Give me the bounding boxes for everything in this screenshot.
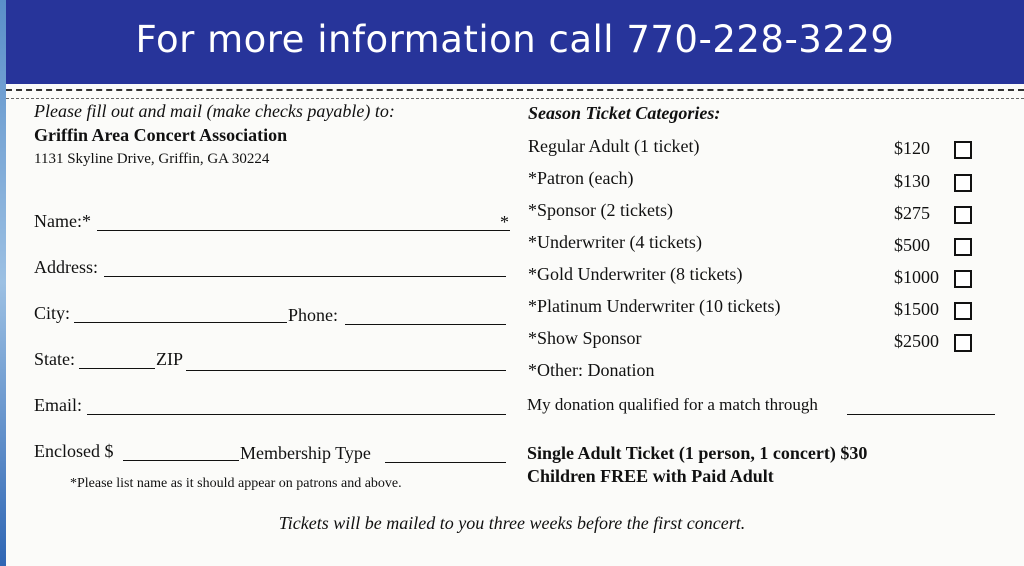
season-heading: Season Ticket Categories: — [528, 103, 721, 123]
category-price: $2500 — [894, 331, 939, 351]
org-address: 1131 Skyline Drive, Griffin, GA 30224 — [34, 151, 270, 167]
single-ticket-note: Single Adult Ticket (1 person, 1 concert) $30 — [527, 443, 868, 463]
other-donation: *Other: Donation — [528, 360, 655, 380]
category-price: $120 — [894, 138, 930, 158]
category-checkbox[interactable] — [954, 238, 972, 256]
category-label: *Gold Underwriter (8 tickets) — [528, 264, 743, 284]
category-checkbox[interactable] — [954, 302, 972, 320]
category-label: *Underwriter (4 tickets) — [528, 232, 702, 252]
state-field[interactable] — [79, 368, 155, 369]
zip-label: ZIP — [156, 349, 183, 369]
left-edge-strip — [0, 0, 6, 566]
state-label: State: — [34, 349, 75, 369]
address-label: Address: — [34, 257, 98, 277]
category-price: $1000 — [894, 267, 939, 287]
form-footnote: *Please list name as it should appear on patrons and above. — [70, 476, 402, 491]
email-label: Email: — [34, 395, 82, 415]
category-label: *Sponsor (2 tickets) — [528, 200, 673, 220]
email-field[interactable] — [87, 414, 506, 415]
category-label: *Show Sponsor — [528, 328, 642, 348]
phone-label: Phone: — [288, 305, 339, 325]
phone-field[interactable] — [345, 324, 506, 325]
address-field[interactable] — [104, 276, 506, 277]
membership-field[interactable] — [385, 462, 506, 463]
category-label: *Platinum Underwriter (10 tickets) — [528, 296, 781, 316]
info-banner: For more information call 770-228-3229 — [6, 0, 1024, 84]
category-checkbox[interactable] — [954, 270, 972, 288]
name-field[interactable] — [97, 230, 510, 231]
category-price: $275 — [894, 203, 930, 223]
category-checkbox[interactable] — [954, 141, 972, 159]
category-checkbox[interactable] — [954, 334, 972, 352]
match-label: My donation qualified for a match through — [527, 395, 818, 414]
enclosed-field[interactable] — [123, 460, 239, 461]
category-checkbox[interactable] — [954, 206, 972, 224]
zip-field[interactable] — [186, 370, 506, 371]
cut-line-secondary — [6, 98, 1024, 99]
category-price: $1500 — [894, 299, 939, 319]
category-price: $130 — [894, 171, 930, 191]
category-label: Regular Adult (1 ticket) — [528, 136, 700, 156]
city-label: City: — [34, 303, 71, 323]
city-field[interactable] — [74, 322, 287, 323]
category-label: *Patron (each) — [528, 168, 634, 188]
enclosed-label: Enclosed $ — [34, 441, 114, 461]
match-field[interactable] — [847, 414, 995, 415]
name-label: Name:* — [34, 211, 91, 231]
cut-line — [6, 89, 1024, 91]
membership-label: Membership Type — [240, 443, 371, 463]
mailing-note: Tickets will be mailed to you three weeks before the first concert. — [278, 513, 746, 533]
org-name: Griffin Area Concert Association — [34, 125, 288, 145]
category-checkbox[interactable] — [954, 174, 972, 192]
mail-instruction: Please fill out and mail (make checks payable) to: — [34, 101, 395, 121]
children-note: Children FREE with Paid Adult — [527, 466, 774, 486]
name-trailing-mark: * — [500, 212, 509, 232]
category-price: $500 — [894, 235, 930, 255]
